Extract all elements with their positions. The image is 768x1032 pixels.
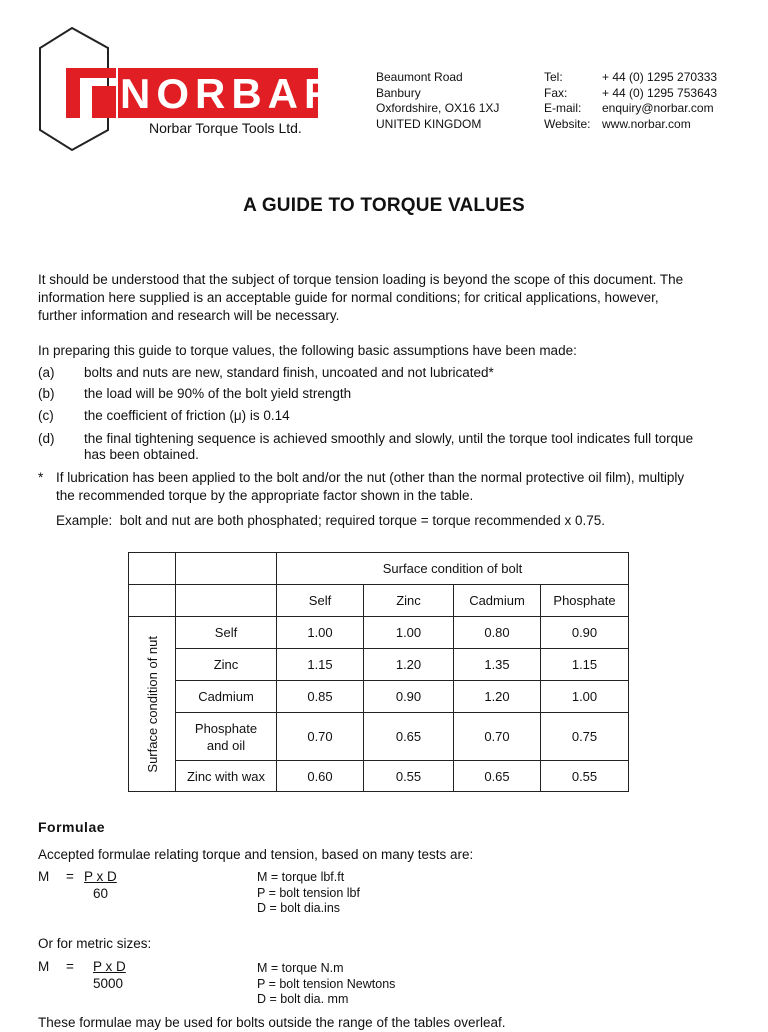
logo-wordmark: NORBAR <box>120 70 341 117</box>
table-cell: 1.00 <box>277 617 364 649</box>
assumption-text: bolts and nuts are new, standard finish, uncoated and not lubricated* <box>84 365 494 380</box>
assumption-text: has been obtained. <box>84 447 199 462</box>
address-line: UNITED KINGDOM <box>376 116 482 131</box>
formula-lhs: M <box>38 959 50 974</box>
row-header: Self <box>176 617 277 649</box>
formulae-heading: Formulae <box>38 819 106 835</box>
formula-denominator: 60 <box>93 886 109 901</box>
footnote-line: the recommended torque by the appropriate factor shown in the table. <box>56 488 474 503</box>
column-header: Cadmium <box>454 585 541 617</box>
company-address <box>376 70 499 132</box>
footnote-mark: * <box>38 470 44 485</box>
definition-line: D = bolt dia.ins <box>257 901 341 915</box>
table-cell: 0.65 <box>454 761 541 792</box>
formula-equals: = <box>66 959 74 974</box>
column-header: Phosphate <box>541 585 629 617</box>
assumption-label: (d) <box>38 431 55 446</box>
table-cell: 0.55 <box>541 761 629 792</box>
definition-line: M = torque N.m <box>257 961 344 975</box>
formula-equals: = <box>66 869 74 884</box>
company-logo <box>36 24 341 154</box>
footnote-line: If lubrication has been applied to the bolt and/or the nut (other than the normal protective oil film), multiply <box>56 470 685 485</box>
table-cell: 1.35 <box>454 649 541 681</box>
row-header: Phosphate and oil <box>176 713 277 761</box>
table-row <box>129 713 629 761</box>
contact-label: Website: <box>544 116 591 131</box>
intro-paragraph <box>38 271 683 325</box>
table-corner-cell <box>129 585 176 617</box>
formulae-intro: Accepted formulae relating torque and tension, based on many tests are: <box>38 847 474 862</box>
table-row <box>129 617 629 649</box>
table-cell: 1.00 <box>541 681 629 713</box>
address-line: Banbury <box>376 85 421 100</box>
table-cell: 0.60 <box>277 761 364 792</box>
footnote-example: Example: bolt and nut are both phosphated; required torque = torque recommended x 0.75. <box>56 513 605 528</box>
table-cell: 0.75 <box>541 713 629 761</box>
column-header: Zinc <box>364 585 454 617</box>
table-row <box>129 681 629 713</box>
definition-line: M = torque lbf.ft <box>257 870 345 884</box>
contact-label: Tel: <box>544 70 563 84</box>
table-row <box>129 649 629 681</box>
contact-tel: + 44 (0) 1295 270333 <box>602 70 718 84</box>
table-cell: 0.55 <box>364 761 454 792</box>
intro-line: information here supplied is an acceptable guide for normal conditions; for critical applications, however, <box>38 290 659 305</box>
table-cell: 0.80 <box>454 617 541 649</box>
row-group-header: Surface condition of nut <box>144 635 160 773</box>
assumption-text: the load will be 90% of the bolt yield strength <box>84 386 352 401</box>
contact-label: Fax: <box>544 85 568 100</box>
formula-lhs: M <box>38 869 50 884</box>
page-title: A GUIDE TO TORQUE VALUES <box>243 195 525 216</box>
contact-website-link[interactable]: www.norbar.com <box>602 116 691 131</box>
row-header: Zinc with wax <box>176 761 277 792</box>
table-cell: 1.15 <box>541 649 629 681</box>
table-cell: 0.90 <box>541 617 629 649</box>
table-corner-cell <box>129 553 176 585</box>
contact-label: E-mail: <box>544 101 582 115</box>
definition-line: P = bolt tension Newtons <box>257 976 396 991</box>
row-header: Cadmium <box>176 681 277 713</box>
assumption-label: (b) <box>38 386 55 401</box>
definition-line: D = bolt dia. mm <box>257 992 349 1006</box>
table-row <box>129 761 629 792</box>
lubrication-factor-table <box>128 552 629 792</box>
table-cell: 0.65 <box>364 713 454 761</box>
table-cell: 0.70 <box>454 713 541 761</box>
contact-values <box>602 70 717 132</box>
table-corner-cell <box>176 585 277 617</box>
table-cell: 1.20 <box>364 649 454 681</box>
assumption-text: the final tightening sequence is achieved smoothly and slowly, until the torque tool indicates full torque <box>84 431 694 446</box>
assumption-label: (a) <box>38 365 55 380</box>
assumption-text: the coefficient of friction (μ) is 0.14 <box>84 408 290 423</box>
formula-definitions <box>257 961 395 1008</box>
table-cell: 1.15 <box>277 649 364 681</box>
definition-line: P = bolt tension lbf <box>257 885 360 900</box>
address-line: Oxfordshire, OX16 1XJ <box>376 101 500 115</box>
row-header: Zinc <box>176 649 277 681</box>
company-name: Norbar Torque Tools Ltd. <box>149 120 302 136</box>
table-cell: 1.20 <box>454 681 541 713</box>
footnote-text <box>56 469 684 505</box>
table-corner-cell <box>176 553 277 585</box>
assumption-label: (c) <box>38 408 54 423</box>
intro-line: It should be understood that the subject of torque tension loading is beyond the scope of this document. The <box>38 272 684 287</box>
row-group-header-cell <box>129 617 176 792</box>
formula-numerator: P x D <box>84 869 117 884</box>
contact-email-link[interactable]: enquiry@norbar.com <box>602 101 714 115</box>
formula-numerator: P x D <box>93 959 126 974</box>
intro-line: further information and research will be necessary. <box>38 308 340 323</box>
address-line: Beaumont Road <box>376 70 463 84</box>
table-cell: 0.85 <box>277 681 364 713</box>
contact-fax: + 44 (0) 1295 753643 <box>602 85 718 100</box>
table-cell: 0.70 <box>277 713 364 761</box>
table-cell: 0.90 <box>364 681 454 713</box>
contact-labels <box>544 70 590 132</box>
column-header: Self <box>277 585 364 617</box>
table-cell: 1.00 <box>364 617 454 649</box>
formulae-closing: These formulae may be used for bolts outside the range of the tables overleaf. <box>38 1015 506 1030</box>
assumptions-intro: In preparing this guide to torque values, the following basic assumptions have been made: <box>38 343 577 358</box>
formula-definitions <box>257 870 360 917</box>
column-group-header: Surface condition of bolt <box>277 553 629 585</box>
metric-intro: Or for metric sizes: <box>38 936 152 951</box>
formula-denominator: 5000 <box>93 976 124 991</box>
